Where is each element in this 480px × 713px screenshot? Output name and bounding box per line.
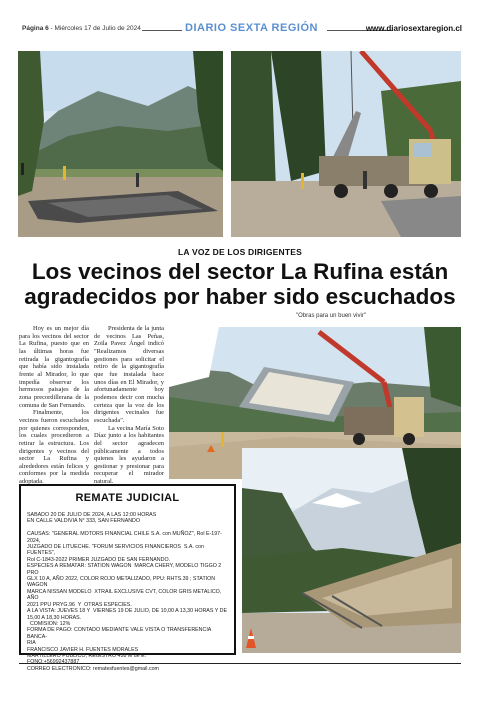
- article-column-2: [94, 325, 164, 486]
- photo-billboard-lowered: [242, 448, 461, 653]
- bottom-divider: [19, 663, 461, 664]
- article-subhead: "Obras para un buen vivir": [296, 313, 366, 319]
- article-column-1: [19, 325, 89, 486]
- notice-body: [27, 512, 230, 672]
- article-paragraph: Presidenta de la junta de vecinos Las Peñas, Zoila Pavez Ángel indicó "Realizamos diversas gestiones para solicitar el retiro de la gigantografía que fue instalada hace unos días en El Mirador, y afortunadamente hoy podemos decir con mucha certeza que la voz de los dirigentes vecinales fue escuchada".: [94, 325, 164, 424]
- notice-line: JUZGADO DE LITUECHE. "FORUM SERVICIOS FINANCIEROS S.A. con FUENTES",: [27, 544, 206, 557]
- notice-line: CORREO ELECTRONICO: rematesfuentes@gmail.com: [27, 665, 159, 672]
- notice-line: GLX 10 A, AÑO 2022, COLOR ROJO METALIZADO, PPU: RHTS.39 ; STATION WAGON: [27, 576, 217, 589]
- notice-line: Rol C-1843-2022 PRIMER JUZGADO DE SAN FERNANDO.: [27, 556, 171, 563]
- notice-line: CAUSAS: "GENERAL MOTORS FINANCIAL CHILE S.A. con MUÑOZ", Rol E-197-2024,: [27, 531, 222, 544]
- photo-crane-truck: [231, 51, 461, 237]
- notice-line: MARCA NISSAN MODELO XTRAIL EXCLUSIVE CVT, COLOR GRIS METALICO, AÑO: [27, 588, 223, 602]
- notice-line: MARTILLERO PUBLICO, REGISTRO 458 M de E.: [27, 652, 147, 659]
- article-kicker: LA VOZ DE LOS DIRIGENTES: [178, 247, 302, 257]
- header-rule-left: [142, 30, 182, 31]
- notice-title: REMATE JUDICIAL: [75, 492, 180, 504]
- headline-line-2: agradecidos por haber sido escuchados: [24, 284, 456, 309]
- judicial-auction-notice: [19, 484, 236, 672]
- notice-line: A LA VISTA: JUEVES 18 Y VIERNES 19 DE JULIO, DE 10,00 A 13,30 HORAS Y DE: [27, 608, 228, 615]
- notice-line: SABADO 20 DE JULIO DE 2024, A LAS 12:00 HORAS: [27, 512, 157, 518]
- notice-line: FRANCISCO JAVIER H. FUENTES MORALES: [27, 646, 139, 653]
- article-paragraph: Hoy es un mejor día para los vecinos del sector La Rufina, puesto que en las últimas horas fue retirada la gigantografía que había sido instalada frente al Mirador, lo que impedía observar los hermosos paisajes de la zona precordillerana de la comuna de San Fernando.: [19, 325, 89, 409]
- notice-line: 2021 PPU PRYG.96 Y OTRAS ESPECIES.: [27, 601, 132, 608]
- article-headline: [18, 259, 462, 309]
- page-number-date: Página 6 - Miércoles 17 de Julio de 2024: [22, 25, 141, 32]
- photo-mountain-billboard-debris: [18, 51, 223, 237]
- article-paragraph: La vecina María Soto Díaz junto a los habitantes del sector agradecen públicamente a todos quienes les ayudaron a gestionar y presionar para recuperar el mirador natural.: [94, 424, 164, 486]
- notice-line: FORMA DE PAGO: CONTADO MEDIANTE VALE VISTA O TRANSFERENCIA BANCA-: [27, 627, 213, 640]
- page-header: [22, 22, 462, 38]
- notice-line: ESPECIES A REMATAR: STATION WAGON MARCA CHERY, MODELO TIGGO 2 PRO: [27, 563, 223, 576]
- article-paragraph: Finalmente, los vecinos fueron escuchados por quienes corresponden, los cuales procedieron a retirar la estructura. Los dirigentes y vecinos del sector La Rufina y alrededores están felices y conformes por la medida adoptada.: [19, 409, 89, 486]
- headline-line-1: Los vecinos del sector La Rufina están: [31, 259, 449, 284]
- masthead-title: DIARIO SEXTA REGIÓN: [185, 22, 318, 34]
- notice-line: EN CALLE VALDIVIA N° 333, SAN FERNANDO: [27, 518, 140, 525]
- notice-line: RIA: [27, 640, 36, 647]
- notice-line: 15,00 A 18,30 HORAS.: [27, 614, 82, 621]
- notice-line: COMISION: 12%: [27, 620, 71, 627]
- website-url: www.diariosextaregion.cl: [365, 24, 462, 33]
